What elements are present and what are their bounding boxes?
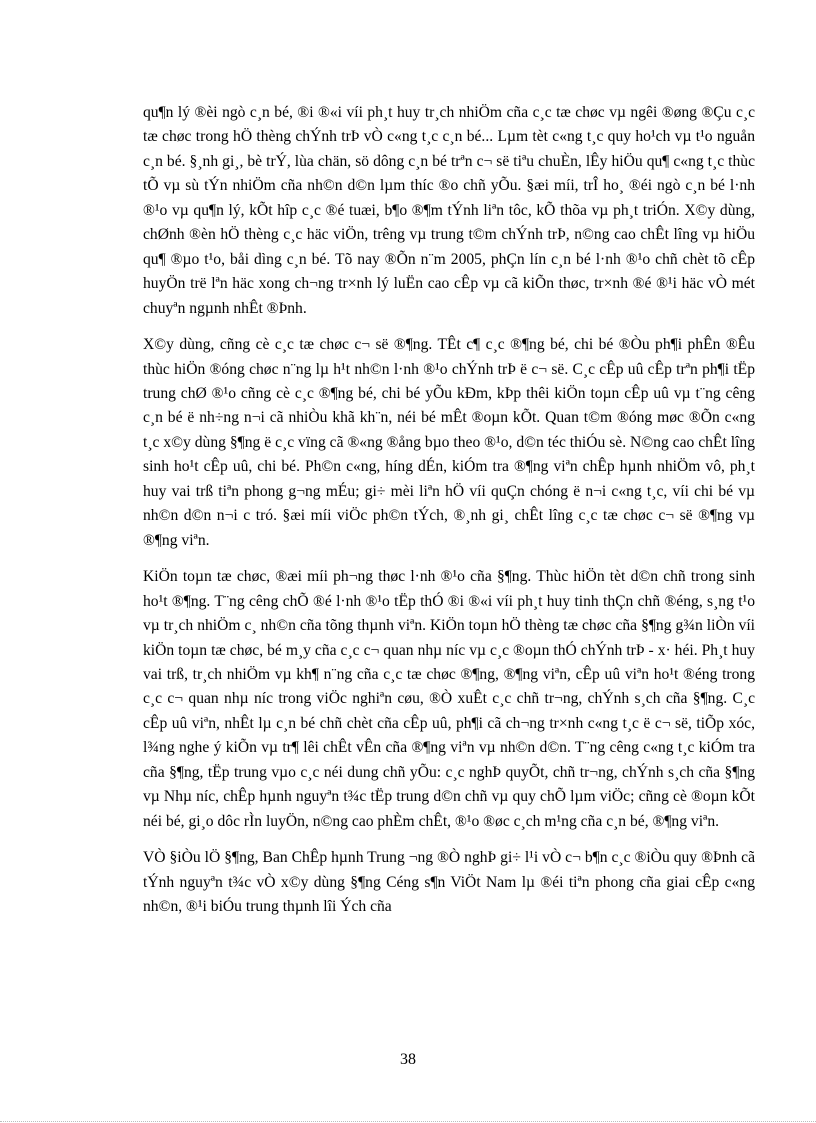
page-number: 38	[400, 1051, 416, 1068]
paragraph-4: VÒ §iÒu lÖ §¶ng, Ban ChÊp hµnh Trung ¬ng ®Ò nghÞ gi÷ l¹i vÒ c¬ b¶n c¸c ®iÒu quy ®Þnh cã tÝnh nguyªn t¾c vÒ x©y dùng §¶ng Céng s¶n ViÖt Nam lµ ®éi tiªn phong cña giai cÊp c«ng nh©n, ®¹i biÓu trung thµnh lîi Ých cña	[143, 849, 755, 916]
paragraph-2: X©y dùng, cñng cè c¸c tæ chøc c¬ së ®¶ng. TÊt c¶ c¸c ®¶ng bé, chi bé ®Òu ph¶i phÊn ®Êu thùc hiÖn ®óng chøc n¨ng lµ h¹t nh©n l·nh ®¹o chÝnh trÞ ë c¬ së. C¸c cÊp uû cÊp trªn ph¶i tËp trung chØ ®¹o cñng cè c¸c ®¶ng bé, chi bé yÕu kÐm, kÞp thêi kiÖn toµn cÊp uû vµ t¨ng cêng c¸n bé ë nh÷ng n¬i cã nhiÒu khã kh¨n, néi bé mÊt ®oµn kÕt. Quan t©m ®óng møc ®Õn c«ng t¸c x©y dùng §¶ng ë c¸c vïng cã ®«ng ®ång bµo theo ®¹o, d©n téc thiÓu sè. N©ng cao chÊt lîng sinh ho¹t cÊp uû, chi bé. Ph©n c«ng, híng dÉn, kiÓm tra ®¶ng viªn chÊp hµnh nhiÖm vô, ph¸t huy vai trß tiªn phong g¬ng mÉu; gi÷ mèi liªn hÖ víi quÇn chóng ë n¬i c«ng t¸c, víi chi bé vµ nh©n d©n n¬i c tró. §æi míi viÖc ph©n tÝch, ®¸nh gi¸ chÊt lîng c¸c tæ chøc c¬ së ®¶ng vµ ®¶ng viªn.	[143, 336, 755, 549]
page-body	[143, 101, 755, 932]
paragraph-3: KiÖn toµn tæ chøc, ®æi míi ph¬ng thøc l·nh ®¹o cña §¶ng. Thùc hiÖn tèt d©n chñ trong sinh ho¹t ®¶ng. T¨ng cêng chÕ ®é l·nh ®¹o tËp thÓ ®i ®«i víi ph¸t huy tinh thÇn chñ ®éng, s¸ng t¹o vµ tr¸ch nhiÖm c¸ nh©n cña tõng thµnh viªn. KiÖn toµn hÖ thèng tæ chøc cña §¶ng g¾n liÒn víi kiÖn toµn tæ chøc, bé m¸y cña c¸c c¬ quan nhµ níc vµ c¸c ®oµn thÓ chÝnh trÞ - x· héi. Ph¸t huy vai trß, tr¸ch nhiÖm vµ kh¶ n¨ng cña c¸c tæ chøc ®¶ng, ®¶ng viªn, cÊp uû viªn ho¹t ®éng trong c¸c c¬ quan nhµ níc trong viÖc nghiªn cøu, ®Ò xuÊt c¸c chñ tr¬ng, chÝnh s¸ch cña §¶ng. C¸c cÊp uû viªn, nhÊt lµ c¸n bé chñ chèt cña cÊp uû, ph¶i cã ch¬ng tr×nh c«ng t¸c ë c¬ së, tiÕp xóc, l¾ng nghe ý kiÕn vµ tr¶ lêi chÊt vÊn cña ®¶ng viªn vµ nh©n d©n. T¨ng cêng c«ng t¸c kiÓm tra cña §¶ng, tËp trung vµo c¸c néi dung chñ yÕu: c¸c nghÞ quyÕt, chñ tr¬ng, chÝnh s¸ch cña §¶ng vµ Nhµ níc, chÊp hµnh nguyªn t¾c tËp trung d©n chñ vµ quy chÕ lµm viÖc; cñng cè ®oµn kÕt néi bé, gi¸o dôc rÌn luyÖn, n©ng cao phÈm chÊt, ®¹o ®øc c¸ch m¹ng cña c¸n bé, ®¶ng viªn.	[143, 568, 755, 830]
paragraph-1: qu¶n lý ®èi ngò c¸n bé, ®i ®«i víi ph¸t huy tr¸ch nhiÖm cña c¸c tæ chøc vµ ngêi ®øng ®Çu c¸c tæ chøc trong hÖ thèng chÝnh trÞ vÒ c«ng t¸c c¸n bé... Lµm tèt c«ng t¸c quy ho¹ch vµ t¹o nguån c¸n bé. §¸nh gi¸, bè trÝ, lùa chän, sö dông c¸n bé trªn c¬ së tiªu chuÈn, lÊy hiÖu qu¶ c«ng t¸c thùc tÕ vµ sù tÝn nhiÖm cña nh©n d©n lµm thíc ®o chñ yÕu. §æi míi, trÎ ho¸ ®éi ngò c¸n bé l·nh ®¹o vµ qu¶n lý, kÕt hîp c¸c ®é tuæi, b¶o ®¶m tÝnh liªn tôc, kÕ thõa vµ ph¸t triÓn. X©y dùng, chØnh ®èn hÖ thèng c¸c häc viÖn, trêng vµ trung t©m chÝnh trÞ, n©ng cao chÊt lîng vµ hiÖu qu¶ ®µo t¹o, båi dìng c¸n bé. Tõ nay ®Õn n¨m 2005, phÇn lín c¸n bé l·nh ®¹o chñ chèt tõ cÊp huyÖn trë lªn häc xong ch¬ng tr×nh lý luËn cao cÊp vµ cã kiÕn thøc, tr×nh ®é ®¹i häc vÒ mét chuyªn ngµnh nhÊt ®Þnh.	[143, 104, 755, 317]
page-bottom-divider	[0, 1121, 816, 1122]
